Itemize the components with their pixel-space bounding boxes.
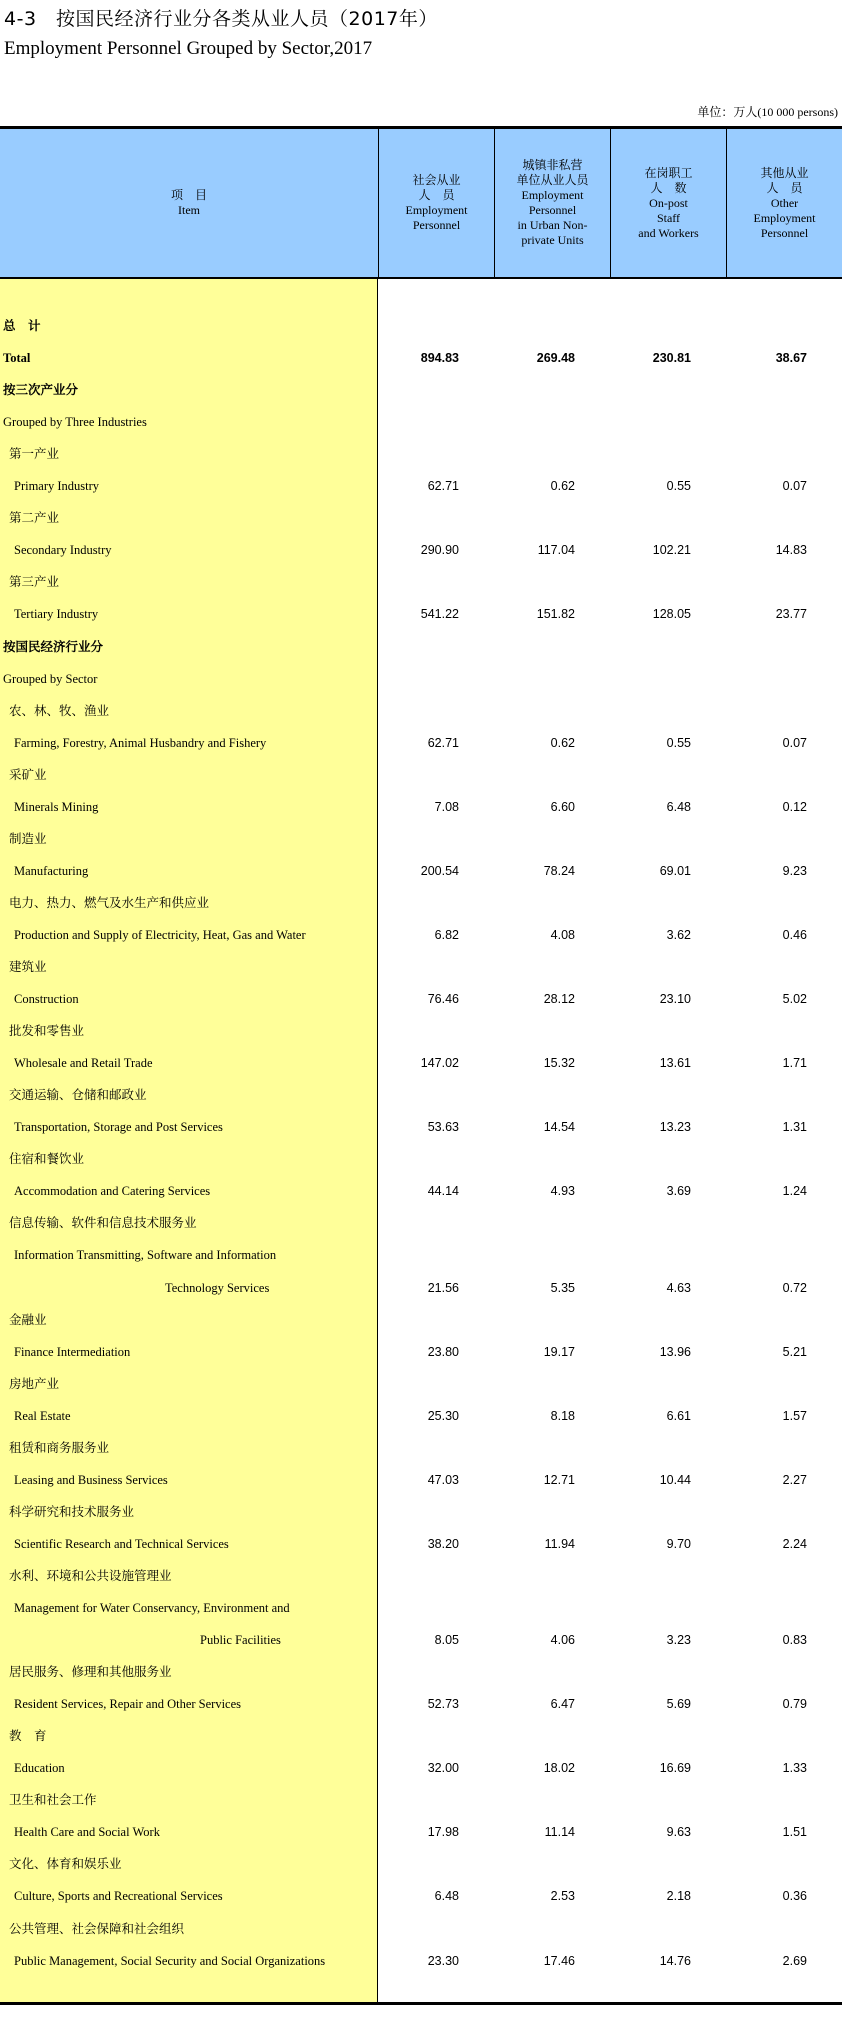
table-row	[0, 1688, 842, 1720]
row-value: 147.02	[420, 1056, 459, 1071]
row-label: Construction	[14, 992, 79, 1007]
row-value: 32.00	[427, 1761, 459, 1776]
table-row	[0, 406, 842, 438]
row-value: 1.71	[782, 1056, 807, 1071]
table-row	[0, 470, 842, 502]
row-label: 水利、环境和公共设施管理业	[9, 1568, 172, 1583]
row-value: 230.81	[652, 351, 691, 366]
row-value: 2.27	[782, 1472, 807, 1487]
table-row	[0, 823, 842, 855]
row-value: 1.51	[782, 1825, 807, 1840]
table-row	[0, 1175, 842, 1207]
row-label: Management for Water Conservancy, Environment and	[14, 1601, 290, 1615]
row-value: 1.33	[782, 1761, 807, 1776]
row-value: 23.10	[659, 992, 691, 1007]
row-value: 541.22	[420, 607, 459, 622]
row-value: 23.77	[775, 607, 807, 622]
table-row	[0, 502, 842, 534]
row-value: 6.61	[666, 1408, 691, 1423]
table-row	[0, 1816, 842, 1848]
table-row	[0, 310, 842, 342]
table-row	[0, 1079, 842, 1111]
row-value: 18.02	[543, 1761, 575, 1776]
row-value: 28.12	[543, 992, 575, 1007]
table-row	[0, 1368, 842, 1400]
row-label: 采矿业	[9, 767, 47, 782]
table-row	[0, 887, 842, 919]
table-row	[0, 1848, 842, 1880]
row-value: 4.93	[550, 1184, 575, 1199]
row-value: 2.18	[666, 1889, 691, 1904]
table-row	[0, 1592, 842, 1624]
row-label: 第三产业	[9, 575, 60, 590]
row-value: 5.35	[550, 1280, 575, 1295]
table-row	[0, 1400, 842, 1432]
header-onpost-staff: 在岗职工 人 数 On-post Staff and Workers	[610, 129, 726, 277]
row-value: 23.30	[427, 1953, 459, 1968]
row-value: 38.20	[427, 1536, 459, 1551]
row-value: 4.63	[666, 1280, 691, 1295]
row-value: 11.14	[544, 1825, 575, 1840]
table-row	[0, 1913, 842, 1945]
table-row	[0, 663, 842, 695]
table-row	[0, 983, 842, 1015]
row-value: 4.08	[550, 927, 575, 942]
row-label: Grouped by Three Industries	[3, 415, 147, 430]
row-label: Tertiary Industry	[14, 607, 99, 622]
row-label: Public Facilities	[200, 1633, 281, 1648]
table-row	[0, 919, 842, 951]
row-value: 0.55	[666, 735, 691, 750]
row-value: 44.14	[427, 1184, 459, 1199]
row-value: 0.62	[550, 735, 575, 750]
table-row	[0, 1143, 842, 1175]
table-row	[0, 1207, 842, 1239]
table-row	[0, 1945, 842, 1977]
row-label: 交通运输、仓储和邮政业	[9, 1088, 147, 1103]
row-value: 0.83	[782, 1633, 807, 1648]
row-value: 21.56	[427, 1280, 459, 1295]
header-item: 项 目 Item	[170, 188, 207, 217]
row-label: 第二产业	[9, 511, 60, 526]
row-label: 金融业	[9, 1312, 47, 1327]
row-label: 文化、体育和娱乐业	[9, 1857, 122, 1872]
row-value: 47.03	[427, 1472, 459, 1487]
table-row	[0, 1784, 842, 1816]
row-value: 16.69	[659, 1761, 691, 1776]
row-value: 2.24	[782, 1536, 807, 1551]
row-label: Minerals Mining	[14, 799, 99, 814]
row-value: 3.23	[666, 1633, 691, 1648]
table-row	[0, 438, 842, 470]
row-value: 19.17	[543, 1344, 575, 1359]
table-row	[0, 1015, 842, 1047]
row-label: Education	[14, 1761, 65, 1776]
row-value: 6.60	[550, 799, 575, 814]
row-value: 0.07	[782, 735, 807, 750]
row-value: 9.63	[666, 1825, 691, 1840]
table-row	[0, 695, 842, 727]
row-value: 0.07	[782, 479, 807, 494]
row-value: 269.48	[536, 351, 575, 366]
row-value: 38.67	[775, 351, 807, 366]
row-label: 科学研究和技术服务业	[9, 1504, 135, 1519]
row-value: 8.05	[434, 1633, 459, 1648]
row-value: 17.46	[543, 1953, 575, 1968]
row-value: 52.73	[427, 1697, 459, 1712]
row-label: Finance Intermediation	[14, 1344, 131, 1359]
unit-note: 单位：万人(10 000 persons)	[697, 105, 838, 119]
row-value: 69.01	[659, 863, 691, 878]
row-value: 14.76	[659, 1953, 691, 1968]
row-label: Manufacturing	[14, 863, 89, 878]
page-subtitle: Employment Personnel Grouped by Sector,2017	[4, 38, 373, 59]
row-label: Production and Supply of Electricity, Heat, Gas and Water	[14, 927, 306, 942]
table-row	[0, 1432, 842, 1464]
row-value: 2.53	[550, 1889, 575, 1904]
row-value: 2.69	[782, 1953, 807, 1968]
table-row	[0, 1336, 842, 1368]
row-value: 0.62	[550, 479, 575, 494]
row-label: 教 育	[9, 1729, 47, 1744]
row-value: 1.31	[782, 1120, 807, 1135]
row-label: Grouped by Sector	[3, 671, 98, 686]
row-value: 6.47	[550, 1697, 575, 1712]
row-label: Secondary Industry	[14, 543, 112, 558]
row-label: Primary Industry	[14, 479, 100, 494]
row-value: 8.18	[550, 1408, 575, 1423]
row-value: 15.32	[543, 1056, 575, 1071]
row-label: 卫生和社会工作	[9, 1793, 97, 1808]
row-value: 0.46	[782, 927, 807, 942]
row-value: 4.06	[550, 1633, 575, 1648]
row-value: 13.61	[659, 1056, 691, 1071]
row-value: 3.69	[666, 1184, 691, 1199]
bottom-rule	[0, 2002, 842, 2005]
row-value: 0.72	[782, 1280, 807, 1295]
row-value: 0.36	[782, 1889, 807, 1904]
table-row	[0, 759, 842, 791]
row-label: Public Management, Social Security and Social Organizations	[14, 1953, 326, 1968]
row-label: 批发和零售业	[9, 1024, 85, 1039]
row-value: 5.69	[666, 1697, 691, 1712]
row-value: 62.71	[427, 735, 459, 750]
row-label: 按三次产业分	[3, 383, 79, 398]
row-label: 租赁和商务服务业	[9, 1440, 110, 1455]
row-label: Technology Services	[165, 1280, 270, 1295]
table-row	[0, 951, 842, 983]
row-label: Total	[3, 351, 31, 366]
table-row	[0, 598, 842, 630]
table-row	[0, 374, 842, 406]
row-label: 信息传输、软件和信息技术服务业	[9, 1216, 197, 1231]
row-value: 102.21	[652, 543, 691, 558]
row-label: 农、林、牧、渔业	[9, 703, 110, 718]
table-row	[0, 1720, 842, 1752]
table-row	[0, 1496, 842, 1528]
row-label: Real Estate	[14, 1408, 71, 1423]
row-value: 14.54	[543, 1120, 575, 1135]
row-label: 居民服务、修理和其他服务业	[9, 1665, 172, 1680]
row-value: 11.94	[544, 1536, 575, 1551]
row-label: Wholesale and Retail Trade	[14, 1056, 153, 1071]
row-value: 290.90	[420, 543, 459, 558]
row-label: Accommodation and Catering Services	[14, 1184, 211, 1199]
row-label: Resident Services, Repair and Other Services	[14, 1697, 242, 1712]
table-row	[0, 791, 842, 823]
row-value: 0.12	[782, 799, 807, 814]
row-label: Leasing and Business Services	[14, 1472, 168, 1487]
row-value: 0.55	[666, 479, 691, 494]
row-label: 第一产业	[9, 447, 60, 462]
row-value: 6.48	[666, 799, 691, 814]
table-row	[0, 1528, 842, 1560]
page-title: 4-3 按国民经济行业分各类从业人员（2017年）	[4, 8, 438, 30]
row-value: 9.23	[782, 863, 807, 878]
table-row	[0, 727, 842, 759]
row-label: 总 计	[3, 319, 41, 333]
table-row	[0, 631, 842, 663]
row-label: Transportation, Storage and Post Services	[14, 1120, 223, 1135]
row-value: 0.79	[782, 1697, 807, 1712]
row-label: 按国民经济行业分	[3, 639, 104, 654]
header-urban-nonprivate: 城镇非私营 单位从业人员 Employment Personnel in Urban Non- private Units	[494, 129, 610, 277]
header-employment-personnel: 社会从业 人 员 Employment Personnel	[378, 129, 494, 277]
row-value: 14.83	[775, 543, 807, 558]
table-row	[0, 534, 842, 566]
table-row	[0, 566, 842, 598]
row-value: 6.48	[434, 1889, 459, 1904]
row-label: 电力、热力、燃气及水生产和供应业	[9, 895, 210, 910]
row-value: 1.57	[782, 1408, 807, 1423]
table-row	[0, 1880, 842, 1912]
row-value: 76.46	[427, 992, 459, 1007]
table-row	[0, 1560, 842, 1592]
row-value: 5.21	[782, 1344, 807, 1359]
row-value: 200.54	[420, 863, 459, 878]
row-value: 9.70	[666, 1536, 691, 1551]
row-label: Information Transmitting, Software and Information	[14, 1248, 277, 1263]
table-row	[0, 1624, 842, 1656]
table-row	[0, 1272, 842, 1304]
row-value: 13.23	[659, 1120, 691, 1135]
row-value: 78.24	[543, 863, 575, 878]
row-label: 住宿和餐饮业	[9, 1152, 85, 1167]
row-value: 128.05	[652, 607, 691, 622]
row-value: 12.71	[543, 1472, 575, 1487]
row-label: 制造业	[9, 831, 47, 846]
row-value: 25.30	[427, 1408, 459, 1423]
row-value: 894.83	[420, 351, 459, 366]
row-value: 53.63	[427, 1120, 459, 1135]
table-row	[0, 855, 842, 887]
row-label: Health Care and Social Work	[14, 1825, 160, 1840]
row-label: Scientific Research and Technical Services	[14, 1536, 229, 1551]
row-value: 151.82	[536, 607, 575, 622]
table-row	[0, 1111, 842, 1143]
table-row	[0, 342, 842, 374]
row-value: 1.24	[782, 1184, 807, 1199]
row-value: 5.02	[782, 992, 807, 1007]
table-row	[0, 1464, 842, 1496]
row-value: 6.82	[434, 927, 459, 942]
table-row	[0, 1656, 842, 1688]
row-value: 17.98	[427, 1825, 459, 1840]
row-label: 房地产业	[9, 1376, 60, 1391]
table-row	[0, 1752, 842, 1784]
table-row	[0, 1304, 842, 1336]
row-value: 62.71	[427, 479, 459, 494]
row-label: Culture, Sports and Recreational Services	[14, 1889, 223, 1904]
row-value: 117.04	[537, 543, 575, 558]
row-value: 10.44	[659, 1472, 691, 1487]
table-row	[0, 1239, 842, 1271]
row-value: 7.08	[434, 799, 459, 814]
header-other-employment: 其他从业 人 员 Other Employment Personnel	[726, 129, 842, 277]
table-row	[0, 1047, 842, 1079]
row-value: 13.96	[659, 1344, 691, 1359]
row-value: 23.80	[427, 1344, 459, 1359]
table-header	[0, 129, 842, 279]
row-value: 3.62	[666, 927, 691, 942]
row-label: 建筑业	[9, 960, 47, 974]
row-label: 公共管理、社会保障和社会组织	[9, 1921, 185, 1936]
row-label: Farming, Forestry, Animal Husbandry and Fishery	[14, 735, 267, 750]
